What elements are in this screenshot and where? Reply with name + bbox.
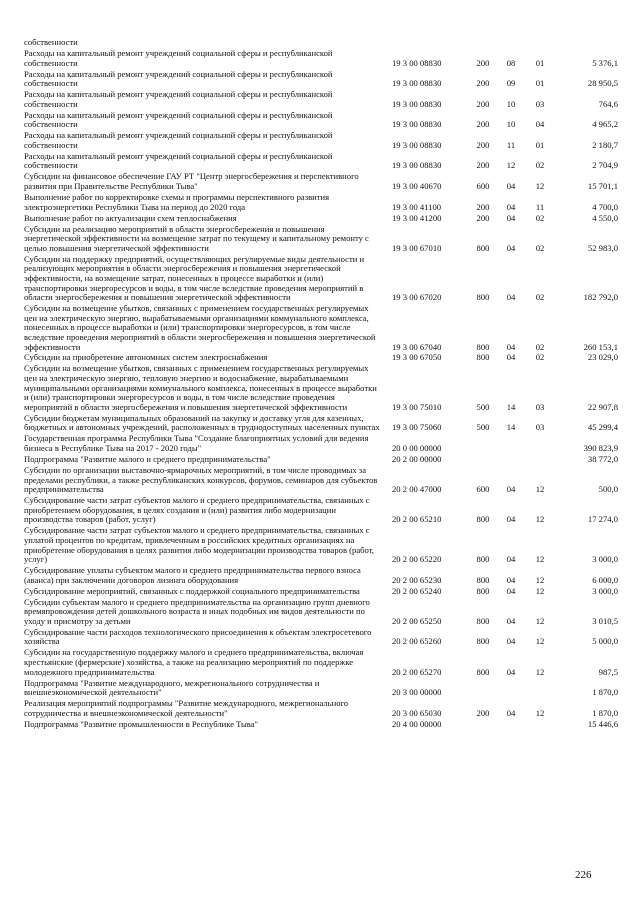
table-row bbox=[24, 434, 624, 453]
row-amount: 38 772,0 bbox=[587, 453, 618, 464]
row-name: Подпрограмма "Развитие международного, межрегионального сотрудничества и внешнеэкономической деятельности" bbox=[24, 677, 320, 698]
row-code: 20 2 00 00000 bbox=[392, 453, 442, 464]
row-code: 20 2 00 65250 bbox=[392, 615, 442, 626]
table-row bbox=[24, 90, 624, 109]
row-section: 14 bbox=[506, 401, 516, 412]
table-row bbox=[24, 414, 624, 433]
row-amount: 2 704,9 bbox=[592, 160, 618, 171]
row-subsection: 02 bbox=[535, 212, 545, 223]
row-expense-type: 800 bbox=[476, 514, 490, 525]
row-section: 12 bbox=[506, 160, 516, 171]
row-amount: 500,0 bbox=[598, 484, 618, 495]
row-name: собственности bbox=[24, 37, 78, 47]
table-row bbox=[24, 214, 624, 224]
row-code: 19 3 00 67010 bbox=[392, 242, 442, 253]
row-section: 10 bbox=[506, 119, 516, 130]
row-amount: 5 000,0 bbox=[592, 636, 618, 647]
row-section: 09 bbox=[506, 78, 516, 89]
row-expense-type: 800 bbox=[476, 242, 490, 253]
row-amount: 260 153,1 bbox=[583, 341, 618, 352]
row-subsection: 12 bbox=[535, 666, 545, 677]
row-section: 04 bbox=[506, 585, 516, 596]
row-section: 04 bbox=[506, 242, 516, 253]
row-code: 20 4 00 00000 bbox=[392, 718, 442, 729]
row-name: Субсидии бюджетам муниципальных образований на закупку и доставку угля для казенных, бюджетных и автономных учреждений, расположенных в труднодоступных населенных пунктах bbox=[24, 412, 380, 433]
row-expense-type: 800 bbox=[476, 341, 490, 352]
row-subsection: 12 bbox=[535, 514, 545, 525]
row-subsection: 11 bbox=[535, 201, 545, 212]
row-code: 20 2 00 65270 bbox=[392, 666, 442, 677]
row-amount: 390 823,9 bbox=[583, 443, 618, 453]
row-amount: 15 701,1 bbox=[587, 181, 618, 192]
table-row bbox=[24, 648, 624, 677]
row-section: 04 bbox=[506, 212, 516, 223]
table-row bbox=[24, 225, 624, 254]
row-name: Реализация мероприятий подпрограммы "Развитие международного, межрегионального сотрудничества и внешнеэкономической деятельности" bbox=[24, 698, 349, 718]
table-row bbox=[24, 699, 624, 718]
row-expense-type: 800 bbox=[476, 292, 490, 303]
row-section: 04 bbox=[506, 574, 516, 585]
row-name: Субсидирование уплаты субъектом малого и среднего предпринимательства первого взноса (аванса) при заключении договоров лизинга оборудования bbox=[24, 565, 361, 585]
row-amount: 28 950,5 bbox=[587, 78, 618, 89]
row-subsection: 02 bbox=[535, 292, 545, 303]
row-code: 20 2 00 65210 bbox=[392, 514, 442, 525]
row-name: Субсидии на возмещение убытков, связанных с применением государственных регулируемых цен на электрическую энергию, вырабатываемыми организациями коммунального комплекса, понесенных в процессе выработки и (или) транспортировки энергоресурсов, в том числе вследствие проведения мероприятий в области энергосбережения и повышения энергетической эффективности bbox=[24, 303, 376, 352]
row-expense-type: 200 bbox=[476, 119, 490, 130]
row-name: Субсидии по организации выставочно-ярмарочных мероприятий, в том числе проводимых за пределами республики, а также республиканских конкурсов, форумов, семинаров для субъектов предпринимательства bbox=[24, 464, 378, 495]
row-expense-type: 200 bbox=[476, 57, 490, 68]
row-expense-type: 500 bbox=[476, 401, 490, 412]
row-amount: 4 550,0 bbox=[592, 212, 618, 223]
row-code: 20 2 00 65230 bbox=[392, 574, 442, 585]
table-row bbox=[24, 587, 624, 597]
row-expense-type: 800 bbox=[476, 352, 490, 363]
table-row bbox=[24, 38, 624, 48]
table-row bbox=[24, 598, 624, 627]
table-row bbox=[24, 304, 624, 352]
table-row bbox=[24, 566, 624, 585]
row-name: Субсидирование части затрат субъектов малого и среднего предпринимательства, связанных с приобретением оборудования, в целях создания и (или) развития либо модернизации производства товаров (работ, услуг) bbox=[24, 495, 370, 525]
row-name: Субсидии субъектам малого и среднего предпринимательства на организацию групп дневного времяпровождения детей дошкольного возраста и иных подобных им видов деятельности по уходу и присмотру за детьми bbox=[24, 596, 370, 626]
row-subsection: 03 bbox=[535, 422, 545, 433]
row-name: Подпрограмма "Развитие промышленности в Республике Тыва" bbox=[24, 718, 259, 729]
row-section: 04 bbox=[506, 615, 516, 626]
row-expense-type: 800 bbox=[476, 615, 490, 626]
row-code: 19 3 00 08830 bbox=[392, 98, 442, 109]
row-amount: 15 446,6 bbox=[587, 718, 618, 729]
table-row bbox=[24, 364, 624, 412]
row-code: 19 3 00 08830 bbox=[392, 139, 442, 150]
row-expense-type: 800 bbox=[476, 585, 490, 596]
table-row bbox=[24, 131, 624, 150]
row-name: Выполнение работ по актуализации схем теплоснабжения bbox=[24, 212, 237, 223]
row-section: 04 bbox=[506, 636, 516, 647]
row-code: 20 3 00 00000 bbox=[392, 687, 442, 698]
row-subsection: 12 bbox=[535, 554, 545, 565]
row-expense-type: 800 bbox=[476, 574, 490, 585]
row-name: Расходы на капитальный ремонт учреждений социальной сферы и республиканской собственности bbox=[24, 47, 333, 68]
row-expense-type: 200 bbox=[476, 98, 490, 109]
table-row bbox=[24, 152, 624, 171]
row-subsection: 12 bbox=[535, 484, 545, 495]
row-expense-type: 200 bbox=[476, 78, 490, 89]
row-name: Расходы на капитальный ремонт учреждений социальной сферы и республиканской собственности bbox=[24, 130, 333, 150]
row-amount: 52 983,0 bbox=[587, 242, 618, 253]
table-row bbox=[24, 679, 624, 698]
row-amount: 3 000,0 bbox=[592, 585, 618, 596]
row-amount: 5 376,1 bbox=[592, 57, 618, 68]
row-amount: 764,6 bbox=[598, 98, 618, 109]
row-code: 19 3 00 08830 bbox=[392, 119, 442, 130]
row-code: 19 3 00 67040 bbox=[392, 341, 442, 352]
row-subsection: 12 bbox=[535, 181, 545, 192]
row-subsection: 02 bbox=[535, 341, 545, 352]
row-expense-type: 200 bbox=[476, 707, 490, 718]
budget-table bbox=[24, 38, 624, 731]
row-subsection: 02 bbox=[535, 242, 545, 253]
row-amount: 4 700,0 bbox=[592, 201, 618, 212]
row-name: Расходы на капитальный ремонт учреждений социальной сферы и республиканской собственности bbox=[24, 89, 333, 109]
row-amount: 6 000,0 bbox=[592, 574, 618, 585]
row-name: Государственная программа Республики Тыва "Создание благоприятных условий для ведения бизнеса в Республике Тыва на 2017 - 2020 годы" bbox=[24, 433, 369, 453]
row-amount: 45 299,4 bbox=[587, 422, 618, 433]
row-name: Субсидии на приобретение автономных систем электроснабжения bbox=[24, 352, 268, 363]
table-row bbox=[24, 628, 624, 647]
row-name: Субсидии на финансовое обеспечение ГАУ РТ "Центр энергосбережения и перспективного развития при Правительстве Республики Тыва" bbox=[24, 171, 359, 192]
row-subsection: 03 bbox=[535, 401, 545, 412]
row-section: 04 bbox=[506, 292, 516, 303]
row-name: Субсидии на возмещение убытков, связанных с применением государственных регулируемых цен на электрическую энергию, тепловую энергию и водоснабжение, вырабатываемыми муниципальными организациями коммунального комплекса, понесенных в процессе выработки и (или) транспортировки энергоресурсов и воды, в том числе вследствие проведения мероприятий в области энергосбережения и повышения энергетической эффективности bbox=[24, 363, 377, 412]
row-amount: 1 870,0 bbox=[592, 707, 618, 718]
row-section: 04 bbox=[506, 352, 516, 363]
row-amount: 22 907,8 bbox=[587, 401, 618, 412]
row-subsection: 12 bbox=[535, 636, 545, 647]
table-row bbox=[24, 720, 624, 730]
row-name: Подпрограмма "Развитие малого и среднего предпринимательства" bbox=[24, 453, 271, 464]
row-amount: 3 000,0 bbox=[592, 554, 618, 565]
row-amount: 1 870,0 bbox=[592, 687, 618, 698]
row-code: 20 2 00 65220 bbox=[392, 554, 442, 565]
row-amount: 17 274,0 bbox=[587, 514, 618, 525]
row-subsection: 02 bbox=[535, 352, 545, 363]
row-expense-type: 200 bbox=[476, 201, 490, 212]
row-name: Субсидии на государственную поддержку малого и среднего предпринимательства, включая крестьянские (фермерские) хозяйства, а также на реализацию мероприятий по поддержке молодежного предпринимательства bbox=[24, 647, 364, 677]
row-name: Субсидии на реализацию мероприятий в области энергосбережения и повышения энергетической эффективности на возмещение затрат по текущему и капитальному ремонту с целью повышения энергетической эффективности bbox=[24, 223, 369, 253]
row-expense-type: 800 bbox=[476, 666, 490, 677]
row-name: Расходы на капитальный ремонт учреждений социальной сферы и республиканской собственности bbox=[24, 68, 333, 89]
row-expense-type: 200 bbox=[476, 160, 490, 171]
row-name: Выполнение работ по корректировке схемы и программы перспективного развития электроэнергетики Республики Тыва на период до 2020 года bbox=[24, 192, 330, 212]
row-subsection: 02 bbox=[535, 160, 545, 171]
table-row bbox=[24, 526, 624, 564]
row-amount: 2 180,7 bbox=[592, 139, 618, 150]
row-section: 04 bbox=[506, 554, 516, 565]
row-code: 19 3 00 08830 bbox=[392, 78, 442, 89]
row-code: 20 2 00 47000 bbox=[392, 484, 442, 495]
table-row bbox=[24, 111, 624, 130]
row-subsection: 03 bbox=[535, 98, 545, 109]
row-code: 19 3 00 40670 bbox=[392, 181, 442, 192]
row-section: 04 bbox=[506, 201, 516, 212]
row-name: Субсидирование части затрат субъектов малого и среднего предпринимательства, связанных с уплатой процентов по кредитам, привлеченным в российских кредитных организациях на приобретение оборудования в целях развития либо модернизации производства товаров (работ, услуг) bbox=[24, 525, 374, 565]
table-row bbox=[24, 70, 624, 89]
row-amount: 4 965,2 bbox=[592, 119, 618, 130]
row-amount: 182 792,0 bbox=[583, 292, 618, 303]
row-name: Расходы на капитальный ремонт учреждений социальной сферы и республиканской собственности bbox=[24, 109, 333, 130]
row-section: 04 bbox=[506, 514, 516, 525]
row-name: Субсидирование мероприятий, связанных с поддержкой социального предпринимательства bbox=[24, 585, 360, 596]
row-section: 04 bbox=[506, 181, 516, 192]
row-expense-type: 800 bbox=[476, 554, 490, 565]
row-section: 11 bbox=[506, 139, 516, 150]
table-row bbox=[24, 255, 624, 303]
table-row bbox=[24, 172, 624, 191]
row-amount: 987,5 bbox=[598, 666, 618, 677]
row-amount: 23 029,0 bbox=[587, 352, 618, 363]
row-name: Субсидии на поддержку предприятий, осуществляющих регулируемые виды деятельности и реализующих мероприятия в области энергосбережения и повышения энергетической эффективности, на возмещение затрат, понесенных в процессе выработки и (или) транспортировки энергоресурсов и воды, в том числе вследствие проведения мероприятий в области энергосбережения и повышения энергетической эффективности bbox=[24, 253, 365, 303]
row-subsection: 12 bbox=[535, 585, 545, 596]
row-code: 20 0 00 00000 bbox=[392, 443, 442, 453]
row-expense-type: 200 bbox=[476, 212, 490, 223]
row-section: 04 bbox=[506, 341, 516, 352]
row-code: 20 2 00 65240 bbox=[392, 585, 442, 596]
table-row bbox=[24, 193, 624, 212]
table-row bbox=[24, 49, 624, 68]
row-name: Субсидирование части расходов технологического присоединения к объектам электросетевого хозяйства bbox=[24, 626, 372, 647]
row-code: 19 3 00 67020 bbox=[392, 292, 442, 303]
row-subsection: 01 bbox=[535, 139, 545, 150]
row-code: 19 3 00 67050 bbox=[392, 352, 442, 363]
row-amount: 3 010,5 bbox=[592, 615, 618, 626]
row-expense-type: 500 bbox=[476, 422, 490, 433]
row-expense-type: 800 bbox=[476, 636, 490, 647]
row-code: 19 3 00 75060 bbox=[392, 422, 442, 433]
row-subsection: 01 bbox=[535, 78, 545, 89]
row-section: 04 bbox=[506, 484, 516, 495]
row-subsection: 12 bbox=[535, 615, 545, 626]
row-name: Расходы на капитальный ремонт учреждений социальной сферы и республиканской собственности bbox=[24, 150, 333, 171]
row-section: 04 bbox=[506, 707, 516, 718]
row-subsection: 12 bbox=[535, 707, 545, 718]
table-row bbox=[24, 466, 624, 495]
row-code: 20 2 00 65260 bbox=[392, 636, 442, 647]
row-section: 14 bbox=[506, 422, 516, 433]
row-subsection: 01 bbox=[535, 57, 545, 68]
table-row bbox=[24, 353, 624, 363]
row-expense-type: 600 bbox=[476, 484, 490, 495]
row-code: 19 3 00 08830 bbox=[392, 57, 442, 68]
row-section: 08 bbox=[506, 57, 516, 68]
row-code: 20 3 00 65030 bbox=[392, 707, 442, 718]
row-subsection: 04 bbox=[535, 119, 545, 130]
row-code: 19 3 00 41100 bbox=[392, 201, 442, 212]
page-number: 226 bbox=[575, 869, 592, 881]
row-code: 19 3 00 08830 bbox=[392, 160, 442, 171]
row-section: 04 bbox=[506, 666, 516, 677]
table-row bbox=[24, 455, 624, 465]
row-section: 10 bbox=[506, 98, 516, 109]
row-subsection: 12 bbox=[535, 574, 545, 585]
row-expense-type: 200 bbox=[476, 139, 490, 150]
row-expense-type: 600 bbox=[476, 181, 490, 192]
row-code: 19 3 00 41200 bbox=[392, 212, 442, 223]
table-row bbox=[24, 496, 624, 525]
row-code: 19 3 00 75010 bbox=[392, 401, 442, 412]
